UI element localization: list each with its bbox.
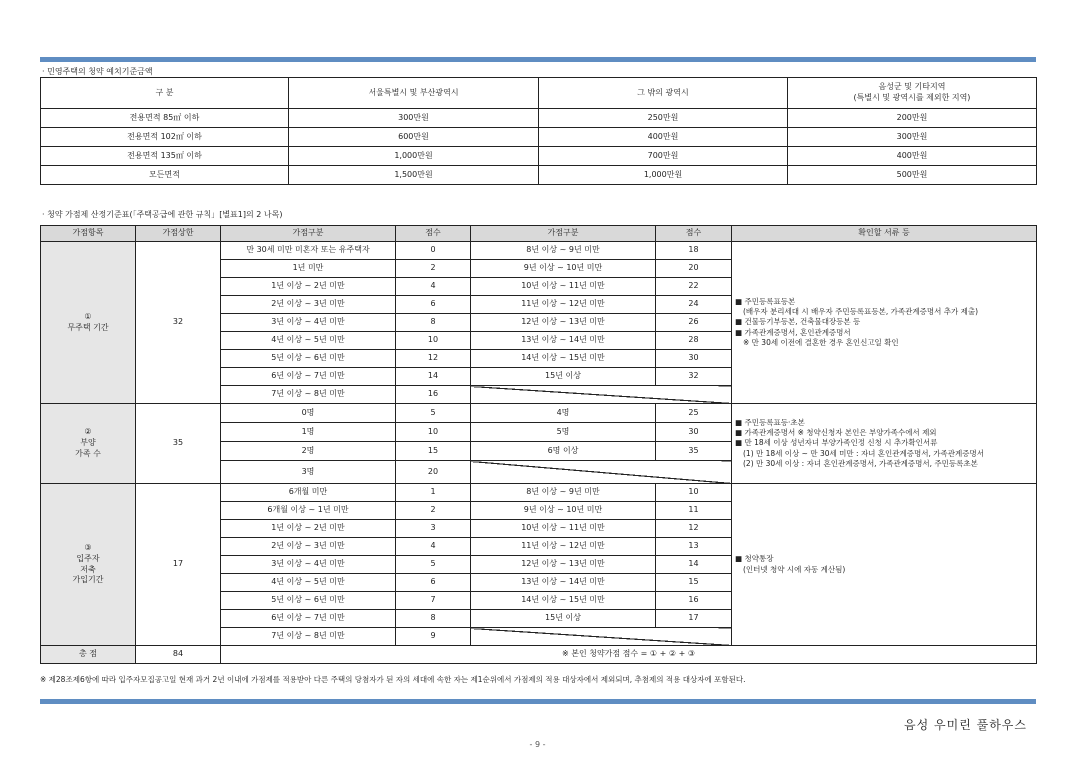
deposit-amount: 300만원 xyxy=(788,128,1037,147)
deposit-amount: 1,000만원 xyxy=(289,147,539,166)
range-label: 1년 미만 xyxy=(221,260,396,278)
deposit-row xyxy=(41,128,1037,147)
score-value: 14 xyxy=(396,368,471,386)
score-value: 35 xyxy=(656,442,732,461)
range-label: 3년 이상 ~ 4년 미만 xyxy=(221,556,396,574)
header-range-right: 가점구분 xyxy=(471,226,656,242)
score-item-label: ② 부양 가족 수 xyxy=(41,404,136,484)
range-label: 10년 이상 ~ 11년 미만 xyxy=(471,278,656,296)
header-max: 가점상한 xyxy=(136,226,221,242)
score-value: 12 xyxy=(396,350,471,368)
empty-diagonal-cell xyxy=(471,386,732,404)
header-category: 구 분 xyxy=(41,78,289,109)
score-value: 10 xyxy=(396,332,471,350)
score-value: 3 xyxy=(396,520,471,538)
range-label: 10년 이상 ~ 11년 미만 xyxy=(471,520,656,538)
range-label: 0명 xyxy=(221,404,396,423)
score-value: 5 xyxy=(396,404,471,423)
page-number: - 9 - xyxy=(529,740,546,749)
deposit-amount: 500만원 xyxy=(788,166,1037,185)
deposit-amount: 1,000만원 xyxy=(539,166,788,185)
required-documents xyxy=(732,484,1037,646)
range-label: 14년 이상 ~ 15년 미만 xyxy=(471,350,656,368)
deposit-amount: 200만원 xyxy=(788,109,1037,128)
score-max: 17 xyxy=(136,484,221,646)
deposit-table xyxy=(40,77,1037,185)
total-value: 84 xyxy=(136,646,221,664)
score-value: 26 xyxy=(656,314,732,332)
score-item-label: ③ 입주자 저축 가입기간 xyxy=(41,484,136,646)
area-label: 전용면적 85㎡ 이하 xyxy=(41,109,289,128)
range-label: 4년 이상 ~ 5년 미만 xyxy=(221,332,396,350)
range-label: 11년 이상 ~ 12년 미만 xyxy=(471,296,656,314)
document-line: ■ 만 18세 이상 성년자녀 부양가족인정 신청 시 추가확인서류 xyxy=(735,438,938,448)
score-value: 10 xyxy=(396,423,471,442)
score-value: 12 xyxy=(656,520,732,538)
range-label: 2년 이상 ~ 3년 미만 xyxy=(221,296,396,314)
required-documents xyxy=(732,242,1037,404)
score-value: 18 xyxy=(656,242,732,260)
empty-diagonal-cell xyxy=(471,628,732,646)
section1-title: · 민영주택의 청약 예치기준금액 xyxy=(42,67,153,76)
range-label: 15년 이상 xyxy=(471,610,656,628)
header-seoul-busan: 서울특별시 및 부산광역시 xyxy=(289,78,539,109)
score-value: 28 xyxy=(656,332,732,350)
range-label: 13년 이상 ~ 14년 미만 xyxy=(471,332,656,350)
footnote: ※ 제28조제6항에 따라 입주자모집공고일 현재 과거 2년 이내에 가점제를 적용받아 다른 주택의 당첨자가 된 자의 세대에 속한 자는 제1순위에서 가점제의 적용 대상자에서 제외되며, 추첨제의 적용 대상자에 포함된다. xyxy=(40,675,746,684)
score-value: 8 xyxy=(396,314,471,332)
score-value: 4 xyxy=(396,278,471,296)
header-other-region: 음성군 및 기타지역 (특별시 및 광역시를 제외한 지역) xyxy=(788,78,1037,109)
document-line: (1) 만 18세 이상 ~ 만 30세 미만 : 자녀 혼인관계증명서, 가족관계증명서 xyxy=(743,448,985,458)
score-value: 25 xyxy=(656,404,732,423)
deposit-amount: 600만원 xyxy=(289,128,539,147)
score-value: 20 xyxy=(396,461,471,484)
score-value: 15 xyxy=(396,442,471,461)
range-label: 6명 이상 xyxy=(471,442,656,461)
range-label: 6개월 미만 xyxy=(221,484,396,502)
score-value: 6 xyxy=(396,574,471,592)
range-label: 1년 이상 ~ 2년 미만 xyxy=(221,520,396,538)
range-label: 만 30세 미만 미혼자 또는 유주택자 xyxy=(221,242,396,260)
score-value: 10 xyxy=(656,484,732,502)
range-label: 6년 이상 ~ 7년 미만 xyxy=(221,368,396,386)
score-value: 9 xyxy=(396,628,471,646)
score-value: 14 xyxy=(656,556,732,574)
score-value: 32 xyxy=(656,368,732,386)
range-label: 5명 xyxy=(471,423,656,442)
range-label: 12년 이상 ~ 13년 미만 xyxy=(471,314,656,332)
score-row xyxy=(41,404,1037,423)
range-label: 1년 이상 ~ 2년 미만 xyxy=(221,278,396,296)
header-range-left: 가점구분 xyxy=(221,226,396,242)
score-value: 1 xyxy=(396,484,471,502)
score-value: 2 xyxy=(396,260,471,278)
score-row xyxy=(41,484,1037,502)
score-max: 32 xyxy=(136,242,221,404)
score-value: 4 xyxy=(396,538,471,556)
deposit-amount: 1,500만원 xyxy=(289,166,539,185)
document-line: (배우자 분리세대 시 배우자 주민등록표등본, 가족관계증명서 추가 제출) xyxy=(743,307,979,317)
score-value: 15 xyxy=(656,574,732,592)
score-value: 20 xyxy=(656,260,732,278)
document-line: ※ 만 30세 이전에 결혼한 경우 혼인신고일 확인 xyxy=(743,337,899,347)
range-label: 1명 xyxy=(221,423,396,442)
range-label: 2년 이상 ~ 3년 미만 xyxy=(221,538,396,556)
range-label: 14년 이상 ~ 15년 미만 xyxy=(471,592,656,610)
header-other-metro: 그 밖의 광역시 xyxy=(539,78,788,109)
footer-project-name: 음성 우미린 풀하우스 xyxy=(904,718,1027,732)
score-value: 11 xyxy=(656,502,732,520)
deposit-amount: 250만원 xyxy=(539,109,788,128)
range-label: 6년 이상 ~ 7년 미만 xyxy=(221,610,396,628)
score-value: 24 xyxy=(656,296,732,314)
range-label: 6개월 이상 ~ 1년 미만 xyxy=(221,502,396,520)
area-label: 전용면적 102㎡ 이하 xyxy=(41,128,289,147)
score-value: 2 xyxy=(396,502,471,520)
score-max: 35 xyxy=(136,404,221,484)
range-label: 15년 이상 xyxy=(471,368,656,386)
deposit-amount: 700만원 xyxy=(539,147,788,166)
score-value: 13 xyxy=(656,538,732,556)
total-label: 총 점 xyxy=(41,646,136,664)
document-line: ■ 가족관계증명서 ※ 청약신청자 본인은 부양가족수에서 제외 xyxy=(735,428,937,438)
document-line: ■ 건물등기부등본, 건축물대장등본 등 xyxy=(735,317,861,327)
document-line: (2) 만 30세 이상 : 자녀 혼인관계증명서, 가족관계증명서, 주민등록초본 xyxy=(743,458,978,468)
header-score-left: 점수 xyxy=(396,226,471,242)
required-documents xyxy=(732,404,1037,484)
range-label: 4년 이상 ~ 5년 미만 xyxy=(221,574,396,592)
deposit-amount: 400만원 xyxy=(788,147,1037,166)
range-label: 3명 xyxy=(221,461,396,484)
score-value: 5 xyxy=(396,556,471,574)
range-label: 7년 이상 ~ 8년 미만 xyxy=(221,386,396,404)
range-label: 11년 이상 ~ 12년 미만 xyxy=(471,538,656,556)
range-label: 12년 이상 ~ 13년 미만 xyxy=(471,556,656,574)
document-line: ■ 가족관계증명서, 혼인관계증명서 xyxy=(735,327,851,337)
document-line: ■ 주민등록표등본 xyxy=(735,297,796,307)
score-value: 30 xyxy=(656,350,732,368)
range-label: 8년 이상 ~ 9년 미만 xyxy=(471,484,656,502)
top-accent-bar xyxy=(40,57,1036,62)
score-value: 17 xyxy=(656,610,732,628)
deposit-row xyxy=(41,166,1037,185)
header-item: 가점항목 xyxy=(41,226,136,242)
range-label: 2명 xyxy=(221,442,396,461)
range-label: 8년 이상 ~ 9년 미만 xyxy=(471,242,656,260)
range-label: 3년 이상 ~ 4년 미만 xyxy=(221,314,396,332)
score-table xyxy=(40,225,1037,664)
deposit-amount: 400만원 xyxy=(539,128,788,147)
score-value: 8 xyxy=(396,610,471,628)
header-documents: 확인할 서류 등 xyxy=(732,226,1037,242)
range-label: 9년 이상 ~ 10년 미만 xyxy=(471,502,656,520)
range-label: 7년 이상 ~ 8년 미만 xyxy=(221,628,396,646)
total-row xyxy=(41,646,1037,664)
range-label: 9년 이상 ~ 10년 미만 xyxy=(471,260,656,278)
score-value: 7 xyxy=(396,592,471,610)
score-value: 6 xyxy=(396,296,471,314)
document-line: (인터넷 청약 시에 자동 계산됨) xyxy=(743,564,846,574)
range-label: 5년 이상 ~ 6년 미만 xyxy=(221,592,396,610)
area-label: 전용면적 135㎡ 이하 xyxy=(41,147,289,166)
deposit-amount: 300만원 xyxy=(289,109,539,128)
score-value: 22 xyxy=(656,278,732,296)
document-line: ■ 주민등록표등·초본 xyxy=(735,418,805,428)
range-label: 13년 이상 ~ 14년 미만 xyxy=(471,574,656,592)
header-score-right: 점수 xyxy=(656,226,732,242)
score-value: 0 xyxy=(396,242,471,260)
document-line: ■ 청약통장 xyxy=(735,554,774,564)
section2-title: · 청약 가점제 산정기준표(「주택공급에 관한 규칙」[별표1]의 2 나목) xyxy=(42,210,283,219)
score-item-label: ① 무주택 기간 xyxy=(41,242,136,404)
score-value: 16 xyxy=(656,592,732,610)
range-label: 4명 xyxy=(471,404,656,423)
score-value: 16 xyxy=(396,386,471,404)
range-label: 5년 이상 ~ 6년 미만 xyxy=(221,350,396,368)
total-formula: ※ 본인 청약가점 점수 = ① + ② + ③ xyxy=(221,646,1037,664)
bottom-accent-bar xyxy=(40,699,1036,704)
score-row xyxy=(41,242,1037,260)
empty-diagonal-cell xyxy=(471,461,732,484)
deposit-row xyxy=(41,109,1037,128)
area-label: 모든면적 xyxy=(41,166,289,185)
score-value: 30 xyxy=(656,423,732,442)
deposit-row xyxy=(41,147,1037,166)
